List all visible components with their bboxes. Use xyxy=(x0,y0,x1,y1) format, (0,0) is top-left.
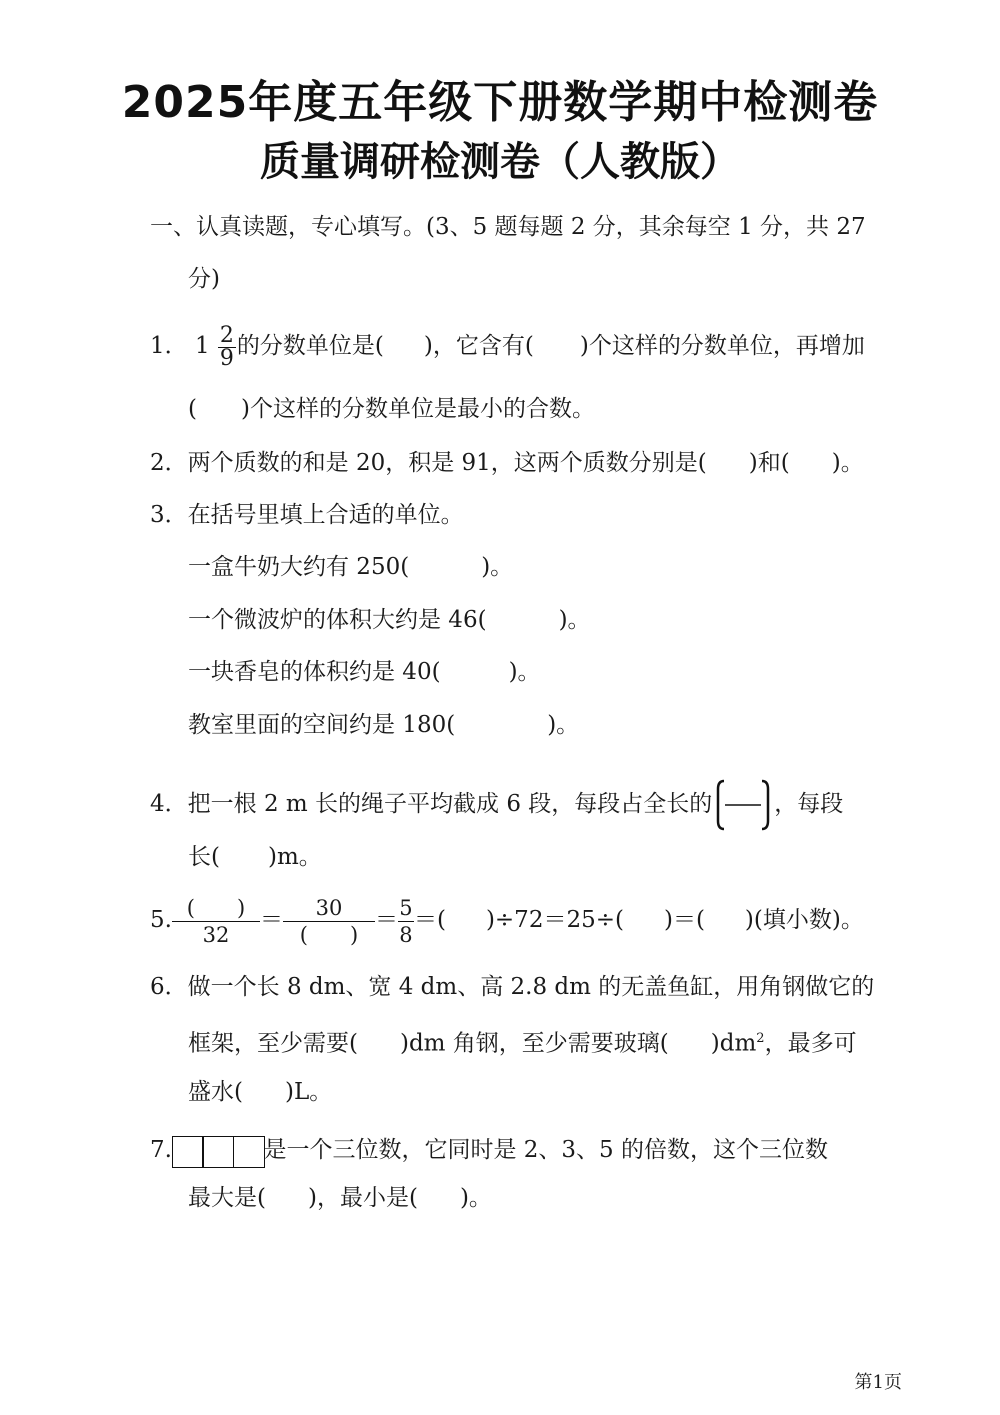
equals-sign: ＝ xyxy=(259,907,283,933)
item-text: )。 xyxy=(558,607,591,633)
question-text: )L。 xyxy=(284,1079,333,1105)
question-3 xyxy=(150,500,464,530)
question-3-item xyxy=(188,657,541,687)
item-text: )。 xyxy=(508,659,541,685)
bracket-fraction-icon xyxy=(716,779,770,831)
section-heading-cont xyxy=(188,264,220,294)
fraction-denominator: ( ) xyxy=(299,922,359,947)
question-3-item xyxy=(188,552,513,582)
digit-box[interactable] xyxy=(172,1136,204,1168)
question-6-cont2 xyxy=(188,1077,332,1107)
question-2 xyxy=(150,448,864,478)
item-text: )。 xyxy=(481,554,514,580)
question-text: ，每段 xyxy=(774,791,844,817)
question-4-cont xyxy=(188,842,322,872)
question-6 xyxy=(150,972,874,1002)
question-7-cont xyxy=(188,1183,492,1213)
question-text: 长( xyxy=(188,844,220,870)
fraction-denominator: 8 xyxy=(399,922,413,947)
question-text: 在括号里填上合适的单位。 xyxy=(187,502,464,528)
page-title: 2025年度五年级下册数学期中检测卷 xyxy=(121,77,879,128)
question-number: 4． xyxy=(150,791,188,817)
page-number: 第1页 xyxy=(854,1372,902,1393)
fraction xyxy=(218,322,236,371)
question-7 xyxy=(150,1132,828,1169)
fraction-numerator: 5 xyxy=(399,895,413,920)
item-text: 教室里面的空间约是 180( xyxy=(188,712,456,738)
question-text: 做一个长 8 dm、宽 4 dm、高 2.8 dm 的无盖鱼缸，用角钢做它的 xyxy=(187,974,875,1000)
fraction-numerator: ( ) xyxy=(172,895,260,922)
fraction-denominator: 9 xyxy=(219,345,234,371)
question-text: )。 xyxy=(459,1185,492,1211)
question-1 xyxy=(150,324,865,370)
item-text: 一盒牛奶大约有 250( xyxy=(188,554,410,580)
page-subtitle: 质量调研检测卷（人教版） xyxy=(260,139,740,185)
fraction-numerator: 2 xyxy=(219,322,234,348)
question-number: 7. xyxy=(150,1137,172,1163)
item-text: 一块香皂的体积约是 40( xyxy=(188,659,441,685)
question-text: )÷72＝25÷( xyxy=(485,907,624,933)
question-text: )，它含有( xyxy=(423,333,534,359)
section-heading-text-cont: 分) xyxy=(188,266,220,292)
question-3-item xyxy=(188,710,579,740)
item-text: 一个微波炉的体积大约是 46( xyxy=(188,607,487,633)
fraction-answer-box[interactable] xyxy=(716,779,770,831)
fraction-denominator: 32 xyxy=(202,922,230,947)
question-6-cont xyxy=(188,1024,857,1059)
question-text: )＝( xyxy=(663,907,705,933)
question-text: )个这样的分数单位是最小的合数。 xyxy=(240,396,595,422)
question-text: 的分数单位是( xyxy=(236,333,384,359)
fraction-3 xyxy=(398,895,414,948)
question-text: )m。 xyxy=(267,844,322,870)
digit-box[interactable] xyxy=(233,1136,265,1168)
question-4 xyxy=(150,766,843,842)
fraction-1[interactable] xyxy=(172,895,260,948)
digit-boxes xyxy=(172,1133,264,1169)
digit-box[interactable] xyxy=(202,1136,234,1168)
fraction-numerator: 30 xyxy=(283,895,375,922)
question-text: )和( xyxy=(748,450,790,476)
item-text: )。 xyxy=(547,712,580,738)
question-1-cont xyxy=(188,394,595,424)
question-text: 最大是( xyxy=(188,1185,266,1211)
question-number: 5. xyxy=(150,907,172,933)
question-number: 3． xyxy=(150,502,188,528)
question-number: 1． xyxy=(150,333,188,359)
question-text: ，最多可 xyxy=(764,1030,857,1057)
question-text: 是一个三位数，它同时是 2、3、5 的倍数，这个三位数 xyxy=(263,1137,828,1163)
question-text: 把一根 2 m 长的绳子平均截成 6 段，每段占全长的 xyxy=(187,791,713,817)
question-text: 盛水( xyxy=(188,1079,243,1105)
equals-sign: ＝ xyxy=(374,907,398,933)
question-text: )dm 角钢，至少需要玻璃( xyxy=(399,1030,669,1057)
question-number: 2． xyxy=(150,450,188,476)
superscript: 2 xyxy=(756,1031,765,1046)
question-text: )(填小数)。 xyxy=(744,907,864,933)
question-3-item xyxy=(188,605,591,635)
question-number: 6． xyxy=(150,974,188,1000)
question-text: ( xyxy=(188,396,197,422)
question-text: 框架，至少需要( xyxy=(188,1030,358,1057)
section-heading-text: 一、认真读题，专心填写。(3、5 题每题 2 分，其余每空 1 分，共 27 xyxy=(150,214,866,240)
question-text: ＝( xyxy=(413,907,446,933)
mixed-number-whole: 1 xyxy=(194,333,210,359)
question-5 xyxy=(150,890,864,950)
fraction-2[interactable] xyxy=(283,895,375,948)
question-text: )，最小是( xyxy=(307,1185,418,1211)
question-text: )dm xyxy=(710,1030,757,1057)
question-text: 两个质数的和是 20，积是 91，这两个质数分别是( xyxy=(187,450,707,476)
section-heading xyxy=(150,212,866,242)
question-text: )。 xyxy=(831,450,864,476)
question-text: )个这样的分数单位，再增加 xyxy=(579,333,865,359)
